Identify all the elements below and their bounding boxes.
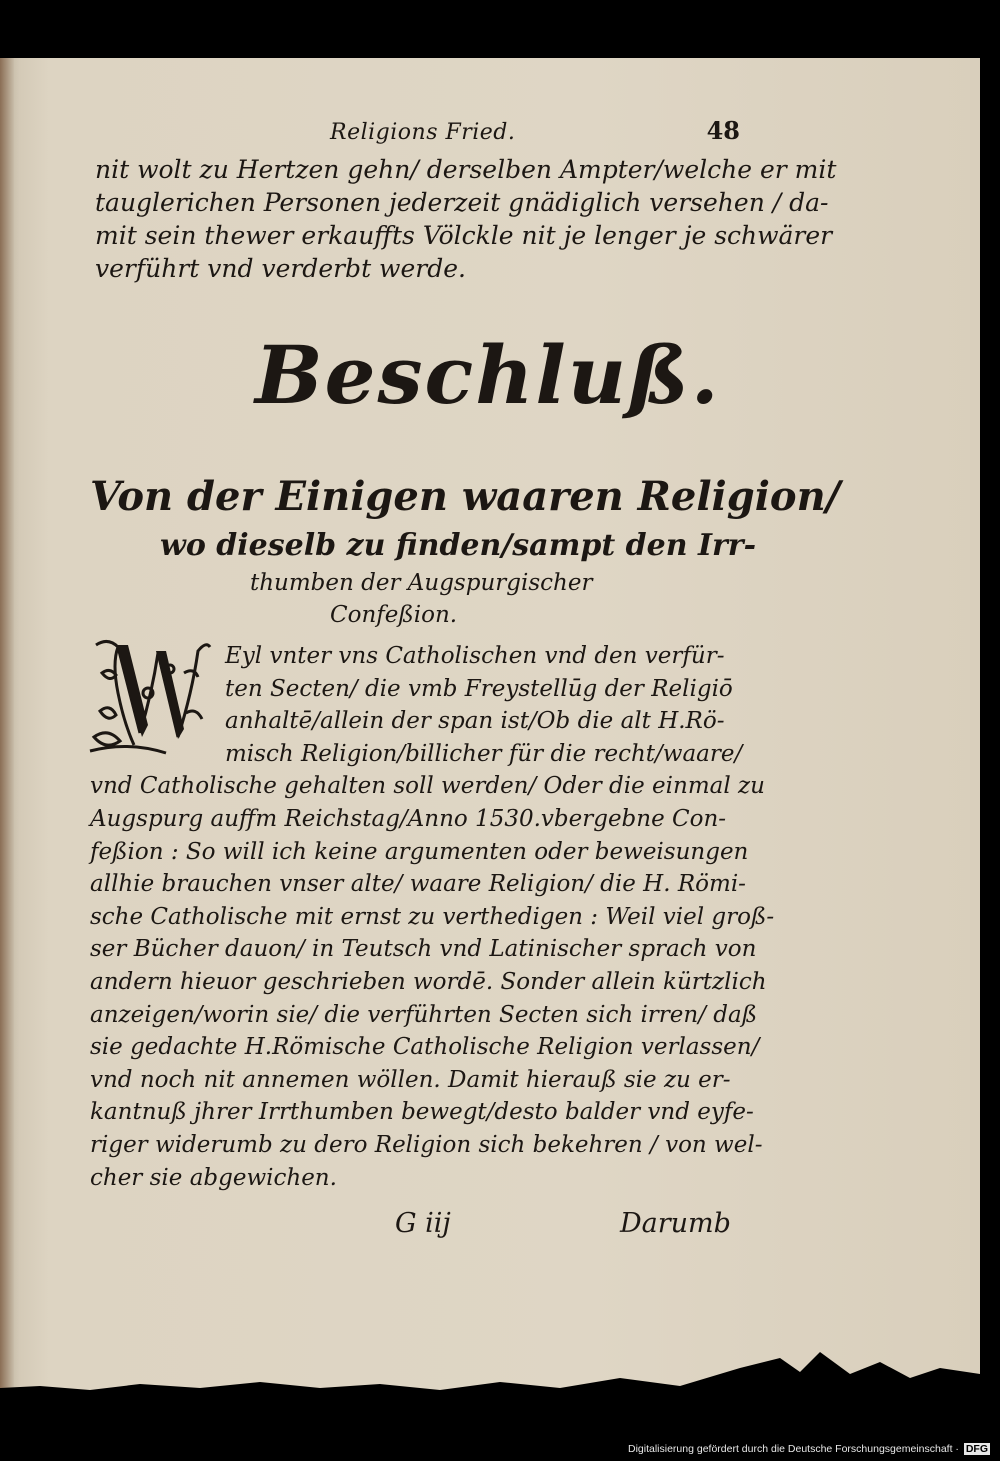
text-line: feßion : So will ich keine argumenten oder beweisungen — [90, 838, 749, 865]
text-line: riger widerumb zu dero Religion sich bekehren / von wel- — [90, 1131, 763, 1158]
torn-page-edge — [0, 1338, 980, 1398]
text-line: kantnuß jhrer Irrthumben bewegt/desto balder vnd eyfe- — [90, 1099, 754, 1126]
text-line: verführt vnd verderbt werde. — [95, 254, 466, 283]
section-title: Beschluß. — [255, 328, 721, 422]
signature-mark: G iij — [395, 1208, 451, 1239]
text-line: Eyl vnter vns Catholischen vnd den verfür- — [225, 643, 725, 669]
subtitle-line: Von der Einigen waaren Religion/ — [90, 473, 841, 520]
opening-paragraph — [95, 153, 837, 285]
text-line: Augspurg auffm Reichstag/Anno 1530.vbergebne Con- — [90, 805, 727, 832]
text-line: nit wolt zu Hertzen gehn/ derselben Ampter/welche er mit — [95, 155, 837, 184]
page-number: 48 — [706, 116, 740, 145]
text-line: ten Secten/ die vmb Freystellūg der Religiō — [225, 675, 733, 702]
page-binding-edge — [0, 58, 14, 1398]
running-head: Religions Fried. — [330, 120, 516, 145]
page-header — [90, 116, 740, 152]
credit-text: Digitalisierung gefördert durch die Deutsche Forschungsgemeinschaft · — [627, 1443, 959, 1455]
body-text — [90, 640, 775, 1194]
subtitle-line: thumben der Augspurgischer — [250, 570, 593, 596]
text-line: andern hieuor geschrieben wordē. Sonder allein kürtzlich — [90, 968, 767, 995]
text-line: anhaltē/allein der span ist/Ob die alt H.Rö- — [225, 708, 725, 735]
text-line: anzeigen/worin sie/ die verführten Secten sich irren/ daß — [90, 1001, 758, 1028]
book-page — [0, 58, 980, 1398]
text-line: sie gedachte H.Römische Catholische Religion verlassen/ — [90, 1034, 760, 1061]
subtitle-line: wo dieselb zu finden/sampt den Irr- — [160, 528, 757, 563]
text-line: misch Religion/billicher für die recht/waare/ — [225, 740, 743, 767]
text-line: sche Catholische mit ernst zu verthedigen : Weil viel groß- — [90, 903, 775, 930]
catchword: Darumb — [620, 1208, 731, 1239]
text-line: allhie brauchen vnser alte/ waare Religion/ die H. Römi- — [90, 871, 746, 898]
text-line: ser Bücher dauon/ in Teutsch vnd Latinischer sprach von — [90, 936, 757, 963]
text-line: tauglerichen Personen jederzeit gnädiglich versehen / da- — [95, 188, 829, 217]
text-line: vnd Catholische gehalten soll werden/ Oder die einmal zu — [90, 773, 765, 800]
subtitle-line: Confeßion. — [330, 602, 458, 628]
text-line: vnd noch nit annemen wöllen. Damit hierauß sie zu er- — [90, 1066, 731, 1093]
text-line: mit sein thewer erkauffts Völckle nit je lenger je schwärer — [95, 221, 833, 250]
digitization-credit — [628, 1443, 990, 1455]
text-line: cher sie abgewichen. — [90, 1164, 337, 1191]
dfg-logo: DFG — [965, 1443, 988, 1455]
